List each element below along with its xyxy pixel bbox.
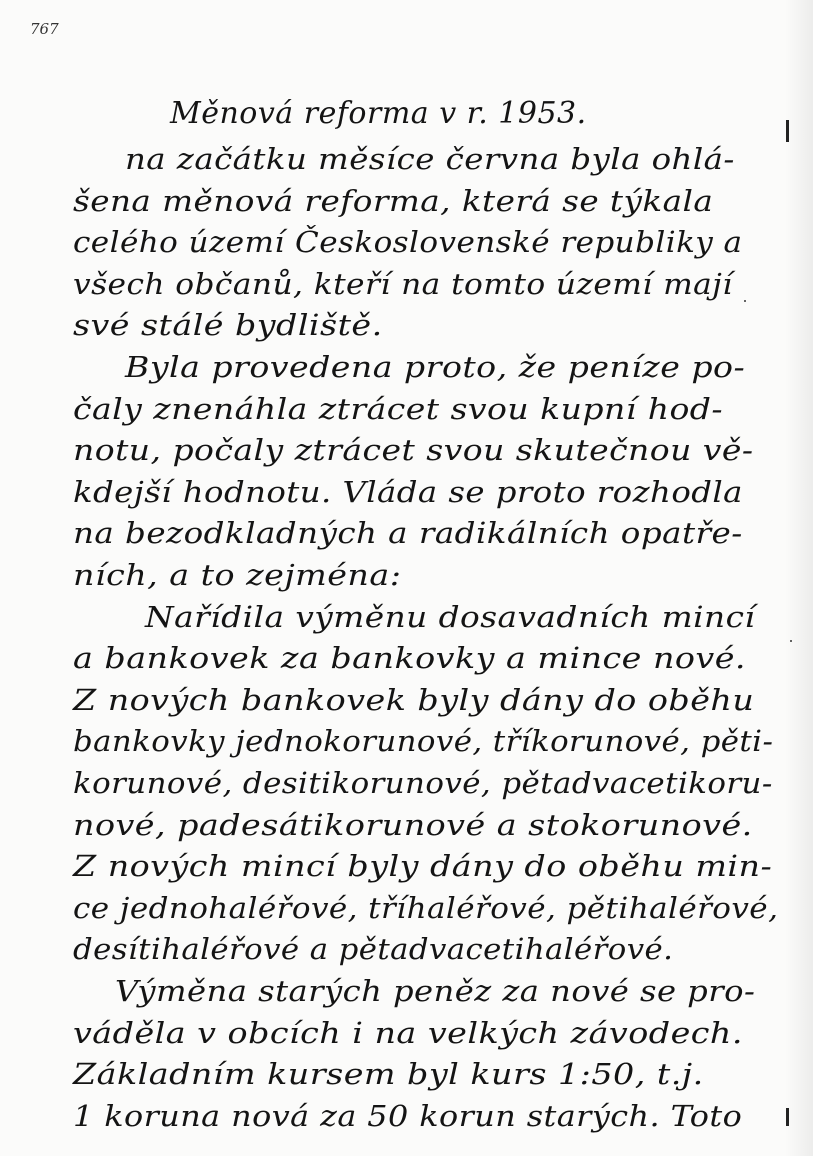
text-line: šena měnová reforma, která se týkala [73, 184, 714, 218]
text-line: Z nových mincí byly dány do oběhu min- [73, 849, 773, 883]
text-line: čaly znenáhla ztrácet svou kupní hod- [73, 392, 724, 426]
text-line: celého území Československé republiky a [73, 225, 743, 259]
text-line: všech občanů, kteří na tomto území mají [73, 267, 733, 301]
margin-mark [786, 120, 789, 142]
text-line: bankovky jednokorunové, tříkorunové, pěti- [73, 724, 774, 758]
text-line: Z nových bankovek byly dány do oběhu [73, 683, 755, 717]
text-line: váděla v obcích i na velkých závodech. [73, 1016, 743, 1050]
text-line: Byla provedena proto, že peníze po- [125, 350, 746, 384]
text-line: na bezodkladných a radikálních opatře- [73, 516, 743, 550]
page-number: 767 [30, 20, 59, 38]
text-line: kdejší hodnotu. Vláda se proto rozhodla [73, 475, 743, 509]
text-line: notu, počaly ztrácet svou skutečnou vě- [73, 433, 754, 467]
text-line: korunové, desitikorunové, pětadvacetikoru- [73, 766, 773, 800]
scan-edge-shadow [785, 0, 813, 1156]
margin-mark [786, 1108, 789, 1126]
text-line: a bankovek za bankovky a mince nové. [73, 641, 746, 675]
text-line: 1 koruna nová za 50 korun starých. Toto [73, 1099, 743, 1133]
text-line: desítihaléřové a pětadvacetihaléřové. [73, 932, 674, 966]
text-line: Výměna starých peněz za nové se pro- [115, 974, 756, 1008]
text-line: ních, a to zejména: [73, 558, 402, 592]
page-title: Měnová reforma v r. 1953. [170, 96, 587, 131]
text-line: nové, padesátikorunové a stokorunové. [73, 808, 753, 842]
scan-speck [744, 300, 746, 302]
text-line: ce jednohaléřové, tříhaléřové, pětihaléřové, [73, 891, 779, 925]
text-line: své stálé bydliště. [73, 308, 383, 342]
scan-speck [790, 640, 792, 642]
text-line: na začátku měsíce června byla ohlá- [125, 142, 735, 176]
text-line: Základním kursem byl kurs 1:50, t.j. [73, 1057, 704, 1091]
text-line: Nařídila výměnu dosavadních mincí [145, 600, 756, 634]
